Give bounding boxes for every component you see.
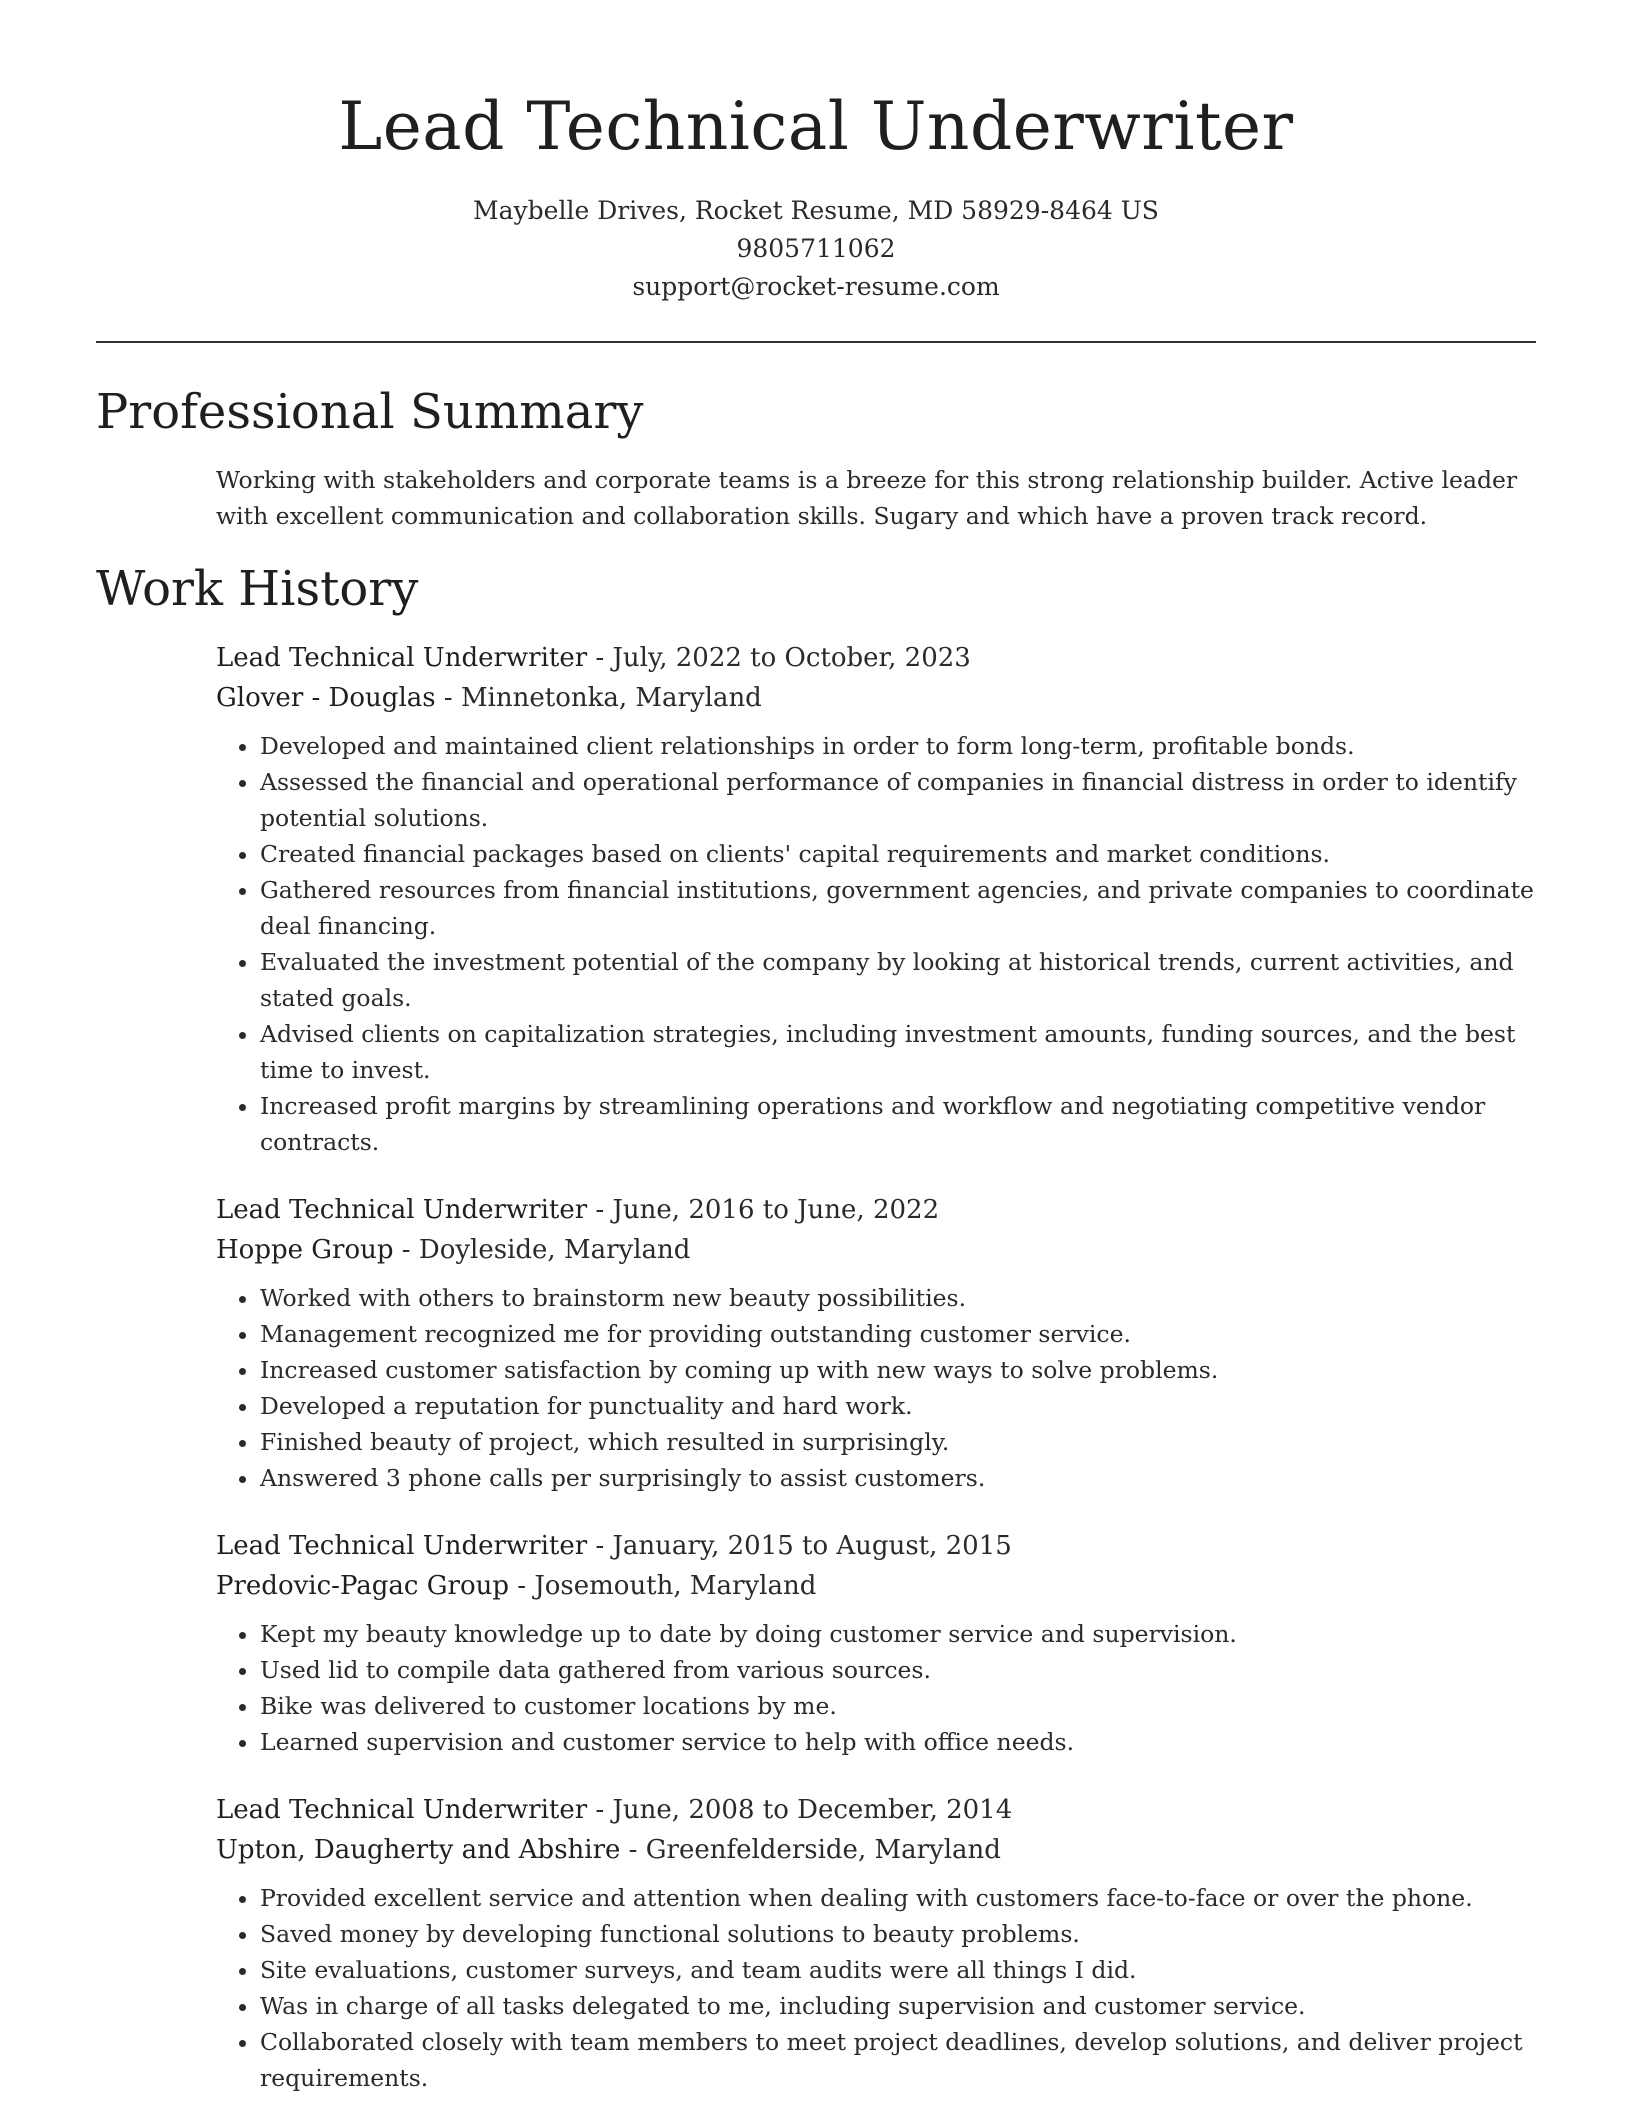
job-position: Lead Technical Underwriter	[216, 1795, 588, 1825]
job-company-line: Upton, Daugherty and Abshire - Greenfelderside, Maryland	[216, 1835, 1001, 1865]
job-duties-list	[216, 1280, 1536, 1496]
job-dates: July, 2022 to October, 2023	[612, 643, 971, 673]
job-position-line: Lead Technical Underwriter - June, 2008 to December, 2014	[216, 1795, 1013, 1825]
job-entry	[216, 638, 1536, 1160]
list-item: • Finished beauty of project, which resulted in surprisingly.	[260, 1424, 1536, 1460]
summary-text: Working with stakeholders and corporate teams is a breeze for this strong relationship builder. Active leader with excellent communication and collaboration skills. Sugary and which have a proven track record.	[216, 466, 1518, 530]
job-position: Lead Technical Underwriter	[216, 1531, 588, 1561]
job-entry	[216, 1526, 1536, 1760]
contact-block	[0, 192, 1632, 306]
list-item: • Bike was delivered to customer locations by me.	[260, 1688, 1536, 1724]
list-item: • Advised clients on capitalization strategies, including investment amounts, funding sources, and the best time to invest.	[260, 1016, 1536, 1088]
job-position-line: Lead Technical Underwriter - January, 2015 to August, 2015	[216, 1531, 1012, 1561]
job-company-line: Glover - Douglas - Minnetonka, Maryland	[216, 683, 762, 713]
list-item: • Created financial packages based on clients' capital requirements and market conditions.	[260, 836, 1536, 872]
job-location: Josemouth, Maryland	[534, 1571, 817, 1601]
job-position: Lead Technical Underwriter	[216, 643, 588, 673]
job-entry	[216, 1190, 1536, 1496]
list-item: • Increased profit margins by streamlining operations and workflow and negotiating competitive vendor contracts.	[260, 1088, 1536, 1160]
job-location: Doyleside, Maryland	[418, 1235, 691, 1265]
list-item: • Assessed the financial and operational performance of companies in financial distress in order to identify potential solutions.	[260, 764, 1536, 836]
job-duties-list	[216, 728, 1536, 1160]
job-dates: January, 2015 to August, 2015	[612, 1531, 1012, 1561]
list-item: • Used lid to compile data gathered from various sources.	[260, 1652, 1536, 1688]
list-item: • Answered 3 phone calls per surprisingly to assist customers.	[260, 1460, 1536, 1496]
job-company: Glover - Douglas	[216, 683, 436, 713]
job-position: Lead Technical Underwriter	[216, 1195, 588, 1225]
list-item: • Developed and maintained client relationships in order to form long-term, profitable bonds.	[260, 728, 1536, 764]
list-item: • Kept my beauty knowledge up to date by doing customer service and supervision.	[260, 1616, 1536, 1652]
job-dates: June, 2016 to June, 2022	[612, 1195, 940, 1225]
job-company: Predovic-Pagac Group	[216, 1571, 509, 1601]
work-history-heading: Work History	[96, 561, 419, 617]
job-company: Hoppe Group	[216, 1235, 394, 1265]
job-duties-list	[216, 1616, 1536, 1760]
email: support@rocket-resume.com	[632, 272, 1000, 301]
list-item: • Saved money by developing functional solutions to beauty problems.	[260, 1916, 1536, 1952]
summary-heading: Professional Summary	[96, 384, 644, 440]
job-company-line: Hoppe Group - Doyleside, Maryland	[216, 1235, 691, 1265]
job-company-line: Predovic-Pagac Group - Josemouth, Maryland	[216, 1571, 817, 1601]
list-item: • Collaborated closely with team members to meet project deadlines, develop solutions, and deliver project requirements.	[260, 2024, 1536, 2096]
list-item: • Gathered resources from financial institutions, government agencies, and private companies to coordinate deal financing.	[260, 872, 1536, 944]
list-item: • Evaluated the investment potential of the company by looking at historical trends, current activities, and stated goals.	[260, 944, 1536, 1016]
list-item: • Was in charge of all tasks delegated to me, including supervision and customer service.	[260, 1988, 1536, 2024]
list-item: • Worked with others to brainstorm new beauty possibilities.	[260, 1280, 1536, 1316]
list-item: • Site evaluations, customer surveys, and team audits were all things I did.	[260, 1952, 1536, 1988]
list-item: • Learned supervision and customer service to help with office needs.	[260, 1724, 1536, 1760]
list-item: • Increased customer satisfaction by coming up with new ways to solve problems.	[260, 1352, 1536, 1388]
work-history-list	[216, 638, 1536, 2112]
list-item: • Management recognized me for providing outstanding customer service.	[260, 1316, 1536, 1352]
job-position-line: Lead Technical Underwriter - July, 2022 to October, 2023	[216, 643, 971, 673]
job-position-line: Lead Technical Underwriter - June, 2016 to June, 2022	[216, 1195, 940, 1225]
candidate-title: Lead Technical Underwriter	[338, 88, 1294, 165]
job-location: Minnetonka, Maryland	[460, 683, 762, 713]
address: Maybelle Drives, Rocket Resume, MD 58929-8464 US	[473, 196, 1159, 225]
job-dates: June, 2008 to December, 2014	[612, 1795, 1013, 1825]
job-entry	[216, 1790, 1536, 2096]
job-company: Upton, Daugherty and Abshire	[216, 1835, 621, 1865]
job-duties-list	[216, 1880, 1536, 2096]
list-item: • Provided excellent service and attention when dealing with customers face-to-face or over the phone.	[260, 1880, 1536, 1916]
header-divider	[96, 341, 1536, 343]
list-item: • Developed a reputation for punctuality and hard work.	[260, 1388, 1536, 1424]
phone: 9805711062	[736, 234, 896, 263]
job-location: Greenfelderside, Maryland	[645, 1835, 1001, 1865]
resume-header	[0, 0, 1632, 306]
